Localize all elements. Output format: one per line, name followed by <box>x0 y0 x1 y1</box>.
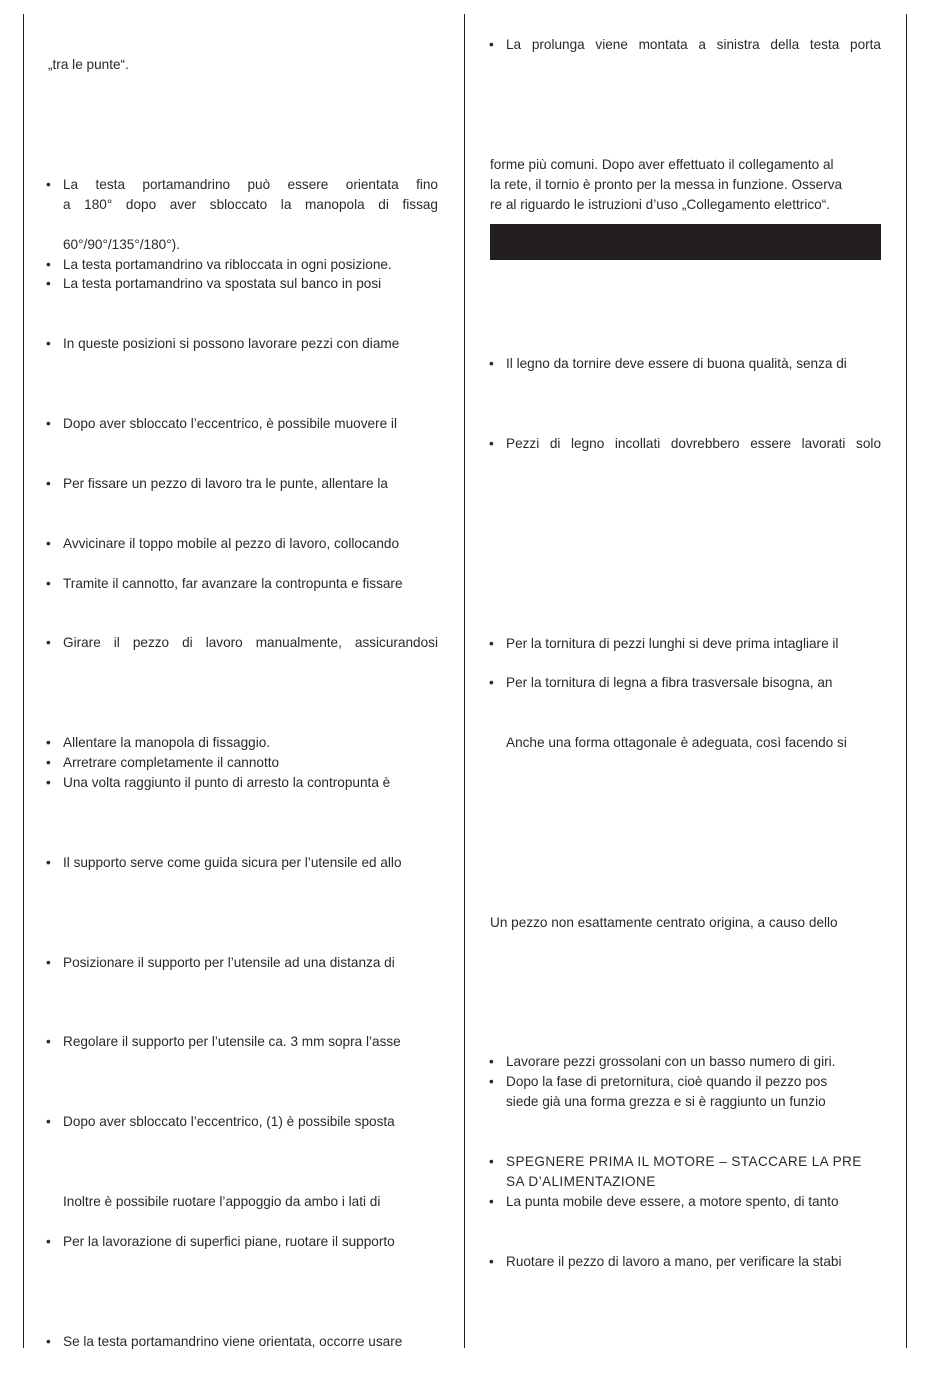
bullet-item: • Regolare il supporto per l’utensile ca. 3 mm sopra l’asse <box>63 1032 401 1052</box>
bullet-item: • Dopo aver sbloccato l’eccentrico, (1) è possibile sposta <box>63 1112 395 1132</box>
text-line: Inoltre è possibile ruotare l’appoggio da ambo i lati di <box>63 1194 381 1209</box>
bullet-item: • Arretrare completamente il cannotto <box>63 753 279 773</box>
text-line: forme più comuni. Dopo aver effettuato il collegamento al <box>490 157 834 172</box>
bullet-item: • Per la tornitura di pezzi lunghi si deve prima intagliare il <box>506 634 838 654</box>
bullet-item: • Il supporto serve come guida sicura per l’utensile ed allo <box>63 853 402 873</box>
bullet-item: • Per la lavorazione di superfici piane, ruotare il supporto <box>63 1232 395 1252</box>
bullet-item: • Pezzi di legno incollati dovrebbero essere lavorati solo <box>506 434 881 454</box>
bullet-item: • Se la testa portamandrino viene orientata, occorre usare <box>63 1332 402 1352</box>
bullet-item: • La testa portamandrino può essere orientata fino <box>63 175 438 195</box>
bullet-item: • Allentare la manopola di fissaggio. <box>63 733 270 753</box>
bullet-item: • Una volta raggiunto il punto di arresto la contropunta è <box>63 773 390 793</box>
text-line: la rete, il tornio è pronto per la messa in funzione. Osserva <box>490 177 843 192</box>
bullet-item: • SPEGNERE PRIMA IL MOTORE – STACCARE LA PRE <box>506 1152 862 1172</box>
text-line: siede già una forma grezza e si è raggiunto un funzio <box>506 1094 826 1109</box>
bullet-item: • Girare il pezzo di lavoro manualmente, assicurandosi <box>63 633 438 653</box>
bullet-item: • La testa portamandrino va spostata sul banco in posi <box>63 274 381 294</box>
left-margin-rule <box>23 14 24 1348</box>
text-line: SA D’ALIMENTAZIONE <box>506 1174 656 1189</box>
bullet-item: • Avvicinare il toppo mobile al pezzo di lavoro, collocando <box>63 534 399 554</box>
bullet-item: • Dopo aver sbloccato l’eccentrico, è possibile muovere il <box>63 414 397 434</box>
right-margin-rule <box>906 14 907 1348</box>
bullet-item: • In queste posizioni si possono lavorare pezzi con diame <box>63 334 399 354</box>
bullet-item: • Per la tornitura di legna a fibra trasversale bisogna, an <box>506 673 832 693</box>
bullet-item: • Dopo la fase di pretornitura, cioè quando il pezzo pos <box>506 1072 827 1092</box>
text-line: a 180° dopo aver sbloccato la manopola di fissag <box>63 197 438 212</box>
bullet-item: • Ruotare il pezzo di lavoro a mano, per verificare la stabi <box>506 1252 841 1272</box>
column-divider-rule <box>464 14 465 1348</box>
text-line: 60°/90°/135°/180°). <box>63 237 180 252</box>
bullet-item: • Posizionare il supporto per l’utensile ad una distanza di <box>63 953 395 973</box>
bullet-item: • Tramite il cannotto, far avanzare la contropunta e fissare <box>63 574 403 594</box>
text-line: Anche una forma ottagonale è adeguata, così facendo si <box>506 735 847 750</box>
bullet-item: • Lavorare pezzi grossolani con un basso numero di giri. <box>506 1052 835 1072</box>
section-heading-bar <box>490 224 881 260</box>
text-line: Un pezzo non esattamente centrato origina, a causo dello <box>490 915 838 930</box>
bullet-item: • La testa portamandrino va ribloccata in ogni posizione. <box>63 255 392 275</box>
bullet-item: • La prolunga viene montata a sinistra della testa porta <box>506 35 881 55</box>
bullet-item: • Il legno da tornire deve essere di buona qualità, senza di <box>506 354 847 374</box>
bullet-item: • Per fissare un pezzo di lavoro tra le punte, allentare la <box>63 474 388 494</box>
text-line: „tra le punte“. <box>48 57 129 72</box>
bullet-item: • La punta mobile deve essere, a motore spento, di tanto <box>506 1192 839 1212</box>
text-line: re al riguardo le istruzioni d’uso „Collegamento elettrico“. <box>490 197 831 212</box>
